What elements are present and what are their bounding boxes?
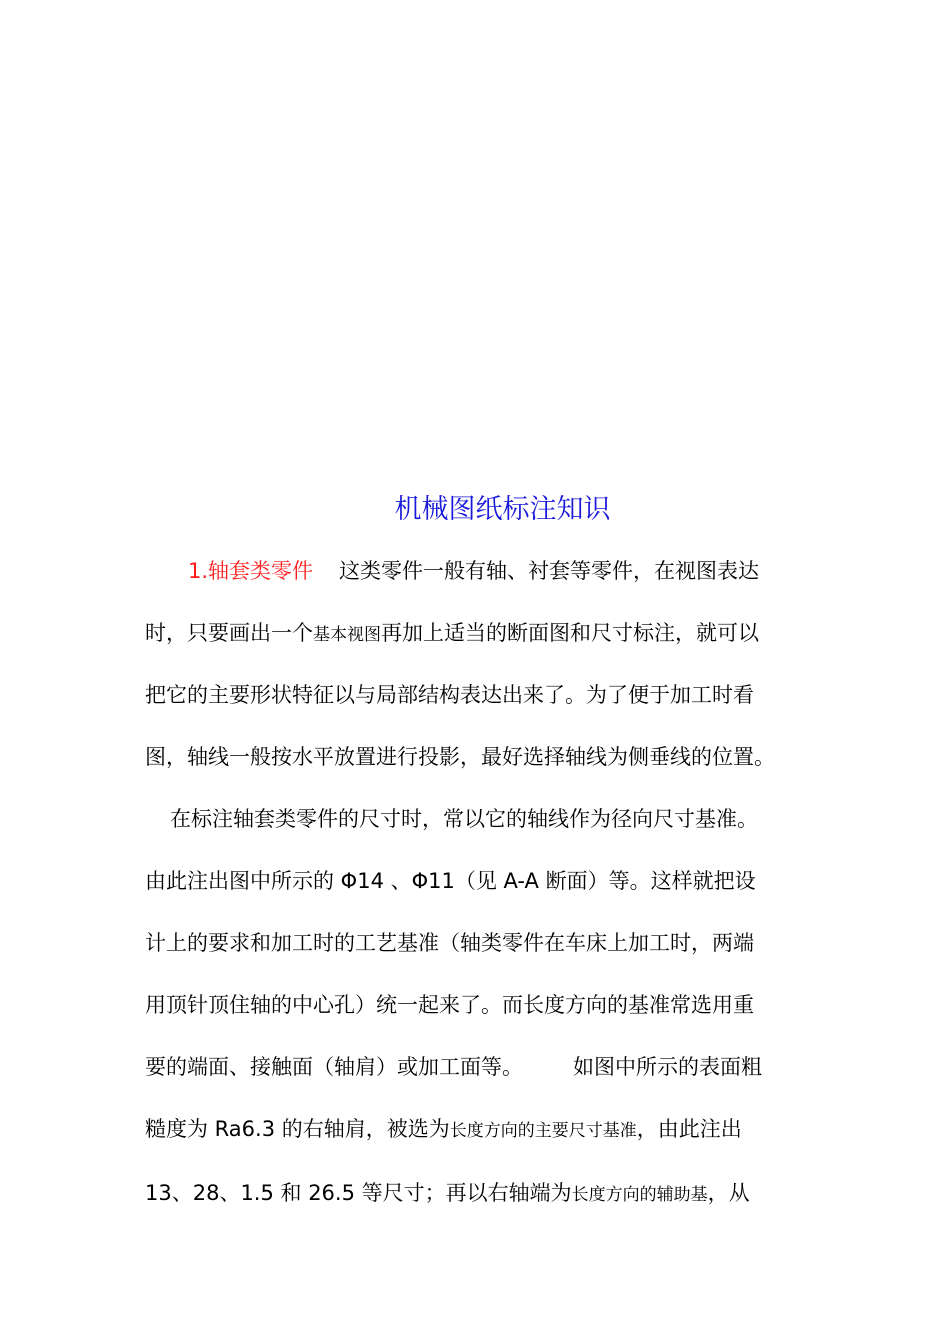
paragraph-line-3 bbox=[145, 680, 754, 710]
line-text: 再加上适当的断面图和尺寸标注，就可以 bbox=[381, 621, 759, 645]
document-title: 机械图纸标注知识 bbox=[394, 494, 611, 525]
line-text: 用顶针顶住轴的中心孔）统一起来了。而长度方向的基准常选用重 bbox=[145, 993, 754, 1017]
line-text: 这类零件一般有轴、衬套等零件，在视图表达 bbox=[339, 559, 760, 583]
paragraph-line-11 bbox=[145, 1178, 750, 1210]
paragraph-line-8 bbox=[145, 990, 754, 1020]
line-text-small: 长度方向的主要尺寸基准 bbox=[449, 1121, 637, 1141]
line-text-small: 长度方向的辅助基 bbox=[571, 1185, 708, 1205]
line-text: 在标注轴套类零件的尺寸时，常以它的轴线作为径向尺寸基准。 bbox=[170, 807, 758, 831]
line-text: 13、28、1.5 和 26.5 等尺寸；再以右轴端为 bbox=[145, 1181, 572, 1205]
line-text: ，由此注出 bbox=[636, 1117, 742, 1141]
line-text: 计上的要求和加工时的工艺基准（轴类零件在车床上加工时，两端 bbox=[145, 931, 754, 955]
line-text: 时，只要画出一个 bbox=[145, 621, 313, 645]
paragraph-line-7 bbox=[145, 928, 754, 958]
paragraph-line-6 bbox=[145, 866, 756, 896]
section-heading: 1.轴套类零件 bbox=[188, 559, 314, 583]
paragraph-line-2 bbox=[145, 618, 759, 650]
paragraph-line-4 bbox=[145, 742, 775, 772]
line-text: 要的端面、接触面（轴肩）或加工面等。 bbox=[145, 1055, 523, 1079]
paragraph-line-1 bbox=[188, 556, 759, 586]
paragraph-line-9 bbox=[145, 1052, 762, 1082]
line-text: 糙度为 Ra6.3 的右轴肩，被选为 bbox=[145, 1117, 450, 1141]
line-text: ，从 bbox=[707, 1181, 750, 1205]
line-text: 图，轴线一般按水平放置进行投影，最好选择轴线为侧垂线的位置。 bbox=[145, 745, 775, 769]
line-text: 把它的主要形状特征以与局部结构表达出来了。为了便于加工时看 bbox=[145, 683, 754, 707]
line-text: 如图中所示的表面粗 bbox=[573, 1055, 762, 1079]
paragraph-line-5 bbox=[170, 804, 758, 834]
line-text: 由此注出图中所示的 Φ14 、Φ11（见 A-A 断面）等。这样就把设 bbox=[145, 869, 756, 893]
paragraph-line-10 bbox=[145, 1114, 742, 1146]
line-text-small: 基本视图 bbox=[313, 625, 381, 645]
